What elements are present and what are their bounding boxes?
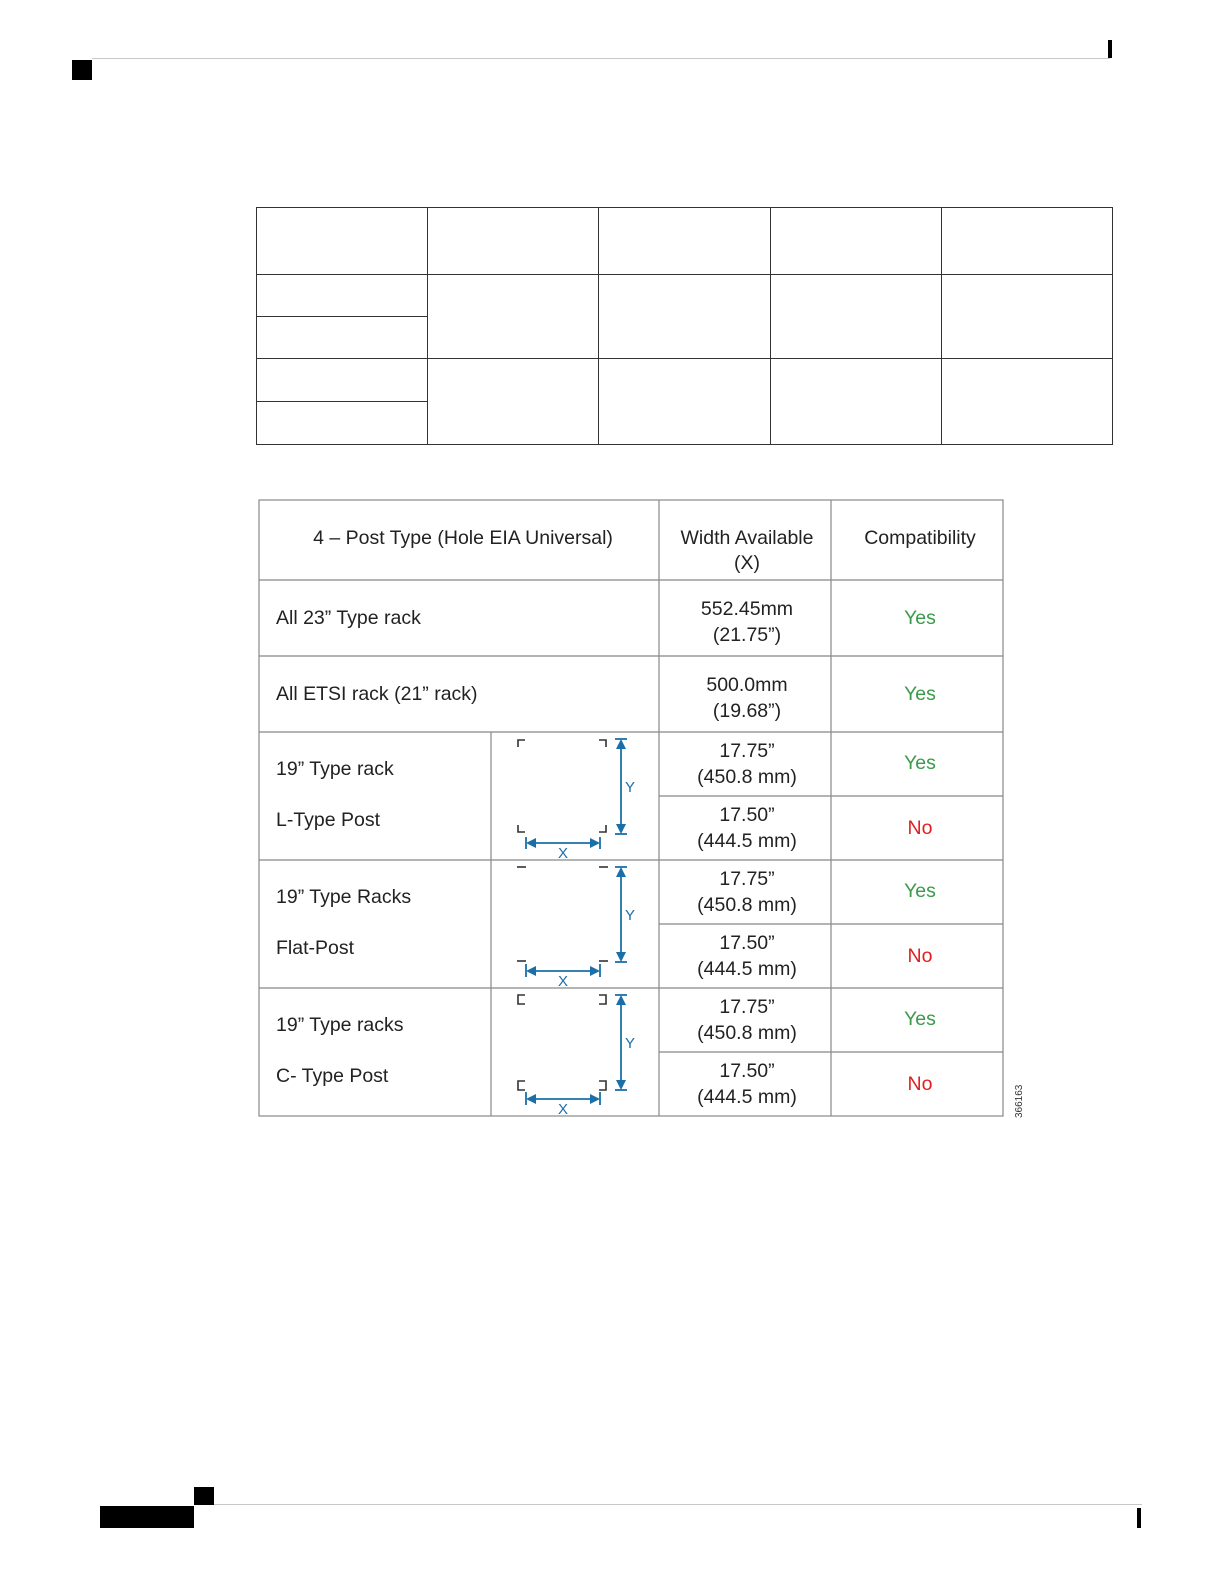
compatibility-no: No (907, 1073, 933, 1095)
compatibility-yes: Yes (904, 1008, 936, 1030)
table-cell (599, 359, 770, 445)
table-cell (257, 317, 428, 359)
axis-x-label: X (557, 845, 569, 862)
empty-table (256, 207, 1113, 444)
width-value-secondary: (450.8 mm) (697, 1022, 797, 1044)
width-value: 17.50” (719, 804, 775, 826)
table-cell (599, 208, 770, 275)
width-value: 552.45mm (700, 598, 794, 620)
table-cell (257, 402, 428, 445)
width-value: 17.75” (719, 868, 775, 890)
axis-y-label: Y (624, 1035, 636, 1052)
compatibility-yes: Yes (904, 607, 936, 629)
figure-id-text: 366163 (1014, 1084, 1025, 1118)
axis-y-label: Y (624, 907, 636, 924)
header-compatibility: Compatibility (864, 527, 976, 549)
table-cell (941, 359, 1112, 445)
width-value-secondary: (21.75”) (712, 624, 782, 646)
rack-type-label: All 23” Type rack (276, 607, 421, 629)
table-cell (770, 359, 941, 445)
table-cell (941, 208, 1112, 275)
rack-compatibility-figure (258, 499, 1004, 1117)
compatibility-yes: Yes (904, 752, 936, 774)
compatibility-yes: Yes (904, 880, 936, 902)
l-type-post-diagram (518, 739, 635, 862)
post-type-label: L-Type Post (276, 809, 381, 831)
width-value-secondary: (444.5 mm) (697, 1086, 797, 1108)
table-cell (257, 208, 428, 275)
table-cell (257, 275, 428, 317)
axis-x-label: X (557, 1101, 569, 1117)
footer-page-bar (100, 1506, 194, 1528)
width-value: 17.75” (719, 996, 775, 1018)
header-rule (92, 58, 1110, 59)
axis-x-label: X (557, 973, 569, 990)
post-type-label: C- Type Post (276, 1065, 389, 1087)
width-value: 17.50” (719, 932, 775, 954)
header-marker (72, 60, 92, 80)
flat-post-diagram (517, 867, 635, 990)
width-value: 17.75” (719, 740, 775, 762)
rack-type-label: 19” Type rack (276, 758, 394, 780)
footer-rule (194, 1504, 1142, 1505)
table-cell (770, 275, 941, 359)
rack-type-label: All ETSI rack (21” rack) (276, 683, 478, 705)
width-value-secondary: (450.8 mm) (697, 766, 797, 788)
width-value-secondary: (444.5 mm) (697, 958, 797, 980)
figure-id (1010, 1078, 1034, 1118)
compatibility-no: No (907, 817, 933, 839)
header-width-unit: (X) (734, 552, 760, 574)
width-value-secondary: (444.5 mm) (697, 830, 797, 852)
compatibility-yes: Yes (904, 683, 936, 705)
width-value-secondary: (450.8 mm) (697, 894, 797, 916)
table-cell (257, 359, 428, 402)
table-cell (428, 359, 599, 445)
table-cell (428, 275, 599, 359)
footer-marker (194, 1487, 214, 1505)
post-type-label: Flat-Post (276, 937, 355, 959)
table-cell (941, 275, 1112, 359)
header-post-type: 4 – Post Type (Hole EIA Universal) (313, 527, 613, 549)
table-cell (428, 208, 599, 275)
width-value-secondary: (19.68”) (712, 700, 782, 722)
compatibility-no: No (907, 945, 933, 967)
rack-type-label: 19” Type Racks (276, 886, 412, 908)
header-width-available: Width Available (680, 527, 814, 549)
table-cell (599, 275, 770, 359)
rack-type-label: 19” Type racks (276, 1014, 404, 1036)
header-right-tick (1108, 40, 1112, 58)
table-cell (770, 208, 941, 275)
c-type-post-diagram (518, 995, 635, 1117)
width-value: 500.0mm (706, 674, 788, 696)
axis-y-label: Y (624, 779, 636, 796)
footer-right-tick (1137, 1508, 1141, 1528)
width-value: 17.50” (719, 1060, 775, 1082)
